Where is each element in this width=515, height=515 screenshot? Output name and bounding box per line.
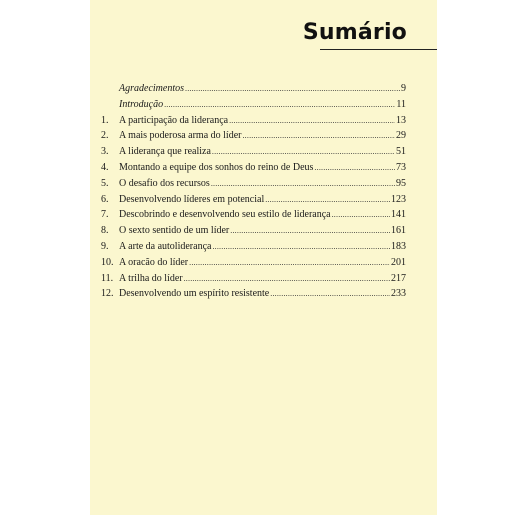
toc-entry-line [119, 178, 406, 189]
toc-entry-number: 1. [101, 114, 109, 126]
toc-entry-number: 9. [101, 241, 109, 252]
dot-leader [211, 178, 395, 189]
dot-leader [184, 273, 390, 284]
toc-entry-line [119, 257, 406, 268]
toc-entry-page-number: 161 [391, 225, 406, 237]
toc-entry-page-number: 11 [396, 98, 406, 110]
toc-entry-label: Introdução [119, 98, 164, 110]
toc-entry-label: A liderança que realiza [119, 146, 211, 158]
toc-entry [90, 273, 437, 289]
toc-entry-label: Agradecimentos [119, 83, 184, 94]
toc-entry-page-number: 9 [401, 83, 406, 94]
toc-entry-number: 10. [101, 256, 114, 268]
toc-entry-number: 12. [101, 288, 114, 300]
toc-entry-number: 4. [101, 162, 109, 173]
toc-entry-line [119, 241, 406, 252]
toc-entry-line [119, 130, 406, 141]
toc-entry-number: 6. [101, 193, 109, 205]
toc-entry [90, 241, 437, 257]
toc-entry [90, 146, 437, 162]
toc-entry [90, 194, 437, 210]
toc-entry-number: 7. [101, 209, 109, 221]
dot-leader [265, 194, 390, 205]
toc-entry-number: 8. [101, 225, 109, 237]
toc-entry-number: 5. [101, 177, 109, 189]
toc-entry-line [119, 288, 406, 299]
toc-entry-label: Montando a equipe dos sonhos do reino de Deus [119, 162, 314, 173]
page-title: Sumário [302, 20, 407, 45]
toc-entry-line [119, 115, 406, 126]
dot-leader [229, 115, 395, 126]
toc-entry-page-number: 13 [396, 114, 406, 126]
toc-entry-line [119, 162, 406, 173]
toc-entry-number: 3. [101, 146, 109, 158]
toc-entry-label: A participação da liderança [119, 114, 229, 126]
toc-entry-page-number: 29 [396, 130, 406, 142]
toc-entry-page-number: 51 [396, 146, 406, 158]
toc-entry-line [119, 99, 406, 110]
toc-entry [90, 115, 437, 131]
dot-leader [230, 225, 390, 236]
toc-entry-page-number: 141 [391, 209, 406, 221]
toc-entry [90, 257, 437, 273]
dot-leader [164, 99, 395, 110]
toc-entry-label: Descobrindo e desenvolvendo seu estilo de liderança [119, 209, 331, 221]
toc-entry-line [119, 225, 406, 236]
dot-leader [270, 288, 390, 299]
dot-leader [185, 83, 400, 94]
toc-entry-label: O desafio dos recursos [119, 177, 210, 189]
toc-entry-page-number: 233 [391, 288, 406, 300]
toc-entry-line [119, 146, 406, 157]
toc-entry [90, 288, 437, 304]
toc-entry [90, 99, 437, 115]
toc-entry-label: A arte da autoliderança [119, 241, 212, 252]
dot-leader [212, 146, 395, 157]
toc-entry-label: Desenvolvendo líderes em potencial [119, 193, 265, 205]
toc-entry-number: 11. [101, 272, 114, 284]
toc-entry-number: 2. [101, 130, 109, 142]
toc-entry-page-number: 123 [391, 193, 406, 205]
toc-entry-label: O sexto sentido de um líder [119, 225, 230, 237]
title-underline [320, 49, 437, 50]
dot-leader [314, 162, 395, 173]
book-page [90, 0, 437, 515]
toc-entry [90, 209, 437, 225]
toc-entry [90, 130, 437, 146]
dot-leader [212, 241, 390, 252]
toc-entry-line [119, 83, 406, 94]
toc-entry-label: A mais poderosa arma do líder [119, 130, 242, 142]
toc-entry-page-number: 73 [396, 162, 406, 173]
toc-entry [90, 225, 437, 241]
toc-entry [90, 83, 437, 99]
dot-leader [242, 130, 395, 141]
toc-entry-page-number: 95 [396, 177, 406, 189]
toc-entry-line [119, 273, 406, 284]
toc-entry-label: A trilha do líder [119, 272, 183, 284]
toc-entry [90, 178, 437, 194]
toc-entry-label: A oracão do líder [119, 256, 189, 268]
dot-leader [332, 209, 390, 220]
toc-entry-page-number: 183 [391, 241, 406, 252]
toc-entry-label: Desenvolvendo um espírito resistente [119, 288, 270, 300]
toc-entry-line [119, 209, 406, 220]
dot-leader [189, 257, 390, 268]
toc-entry [90, 162, 437, 178]
toc-entry-page-number: 217 [391, 272, 406, 284]
toc-entry-page-number: 201 [391, 256, 406, 268]
toc-entry-line [119, 194, 406, 205]
